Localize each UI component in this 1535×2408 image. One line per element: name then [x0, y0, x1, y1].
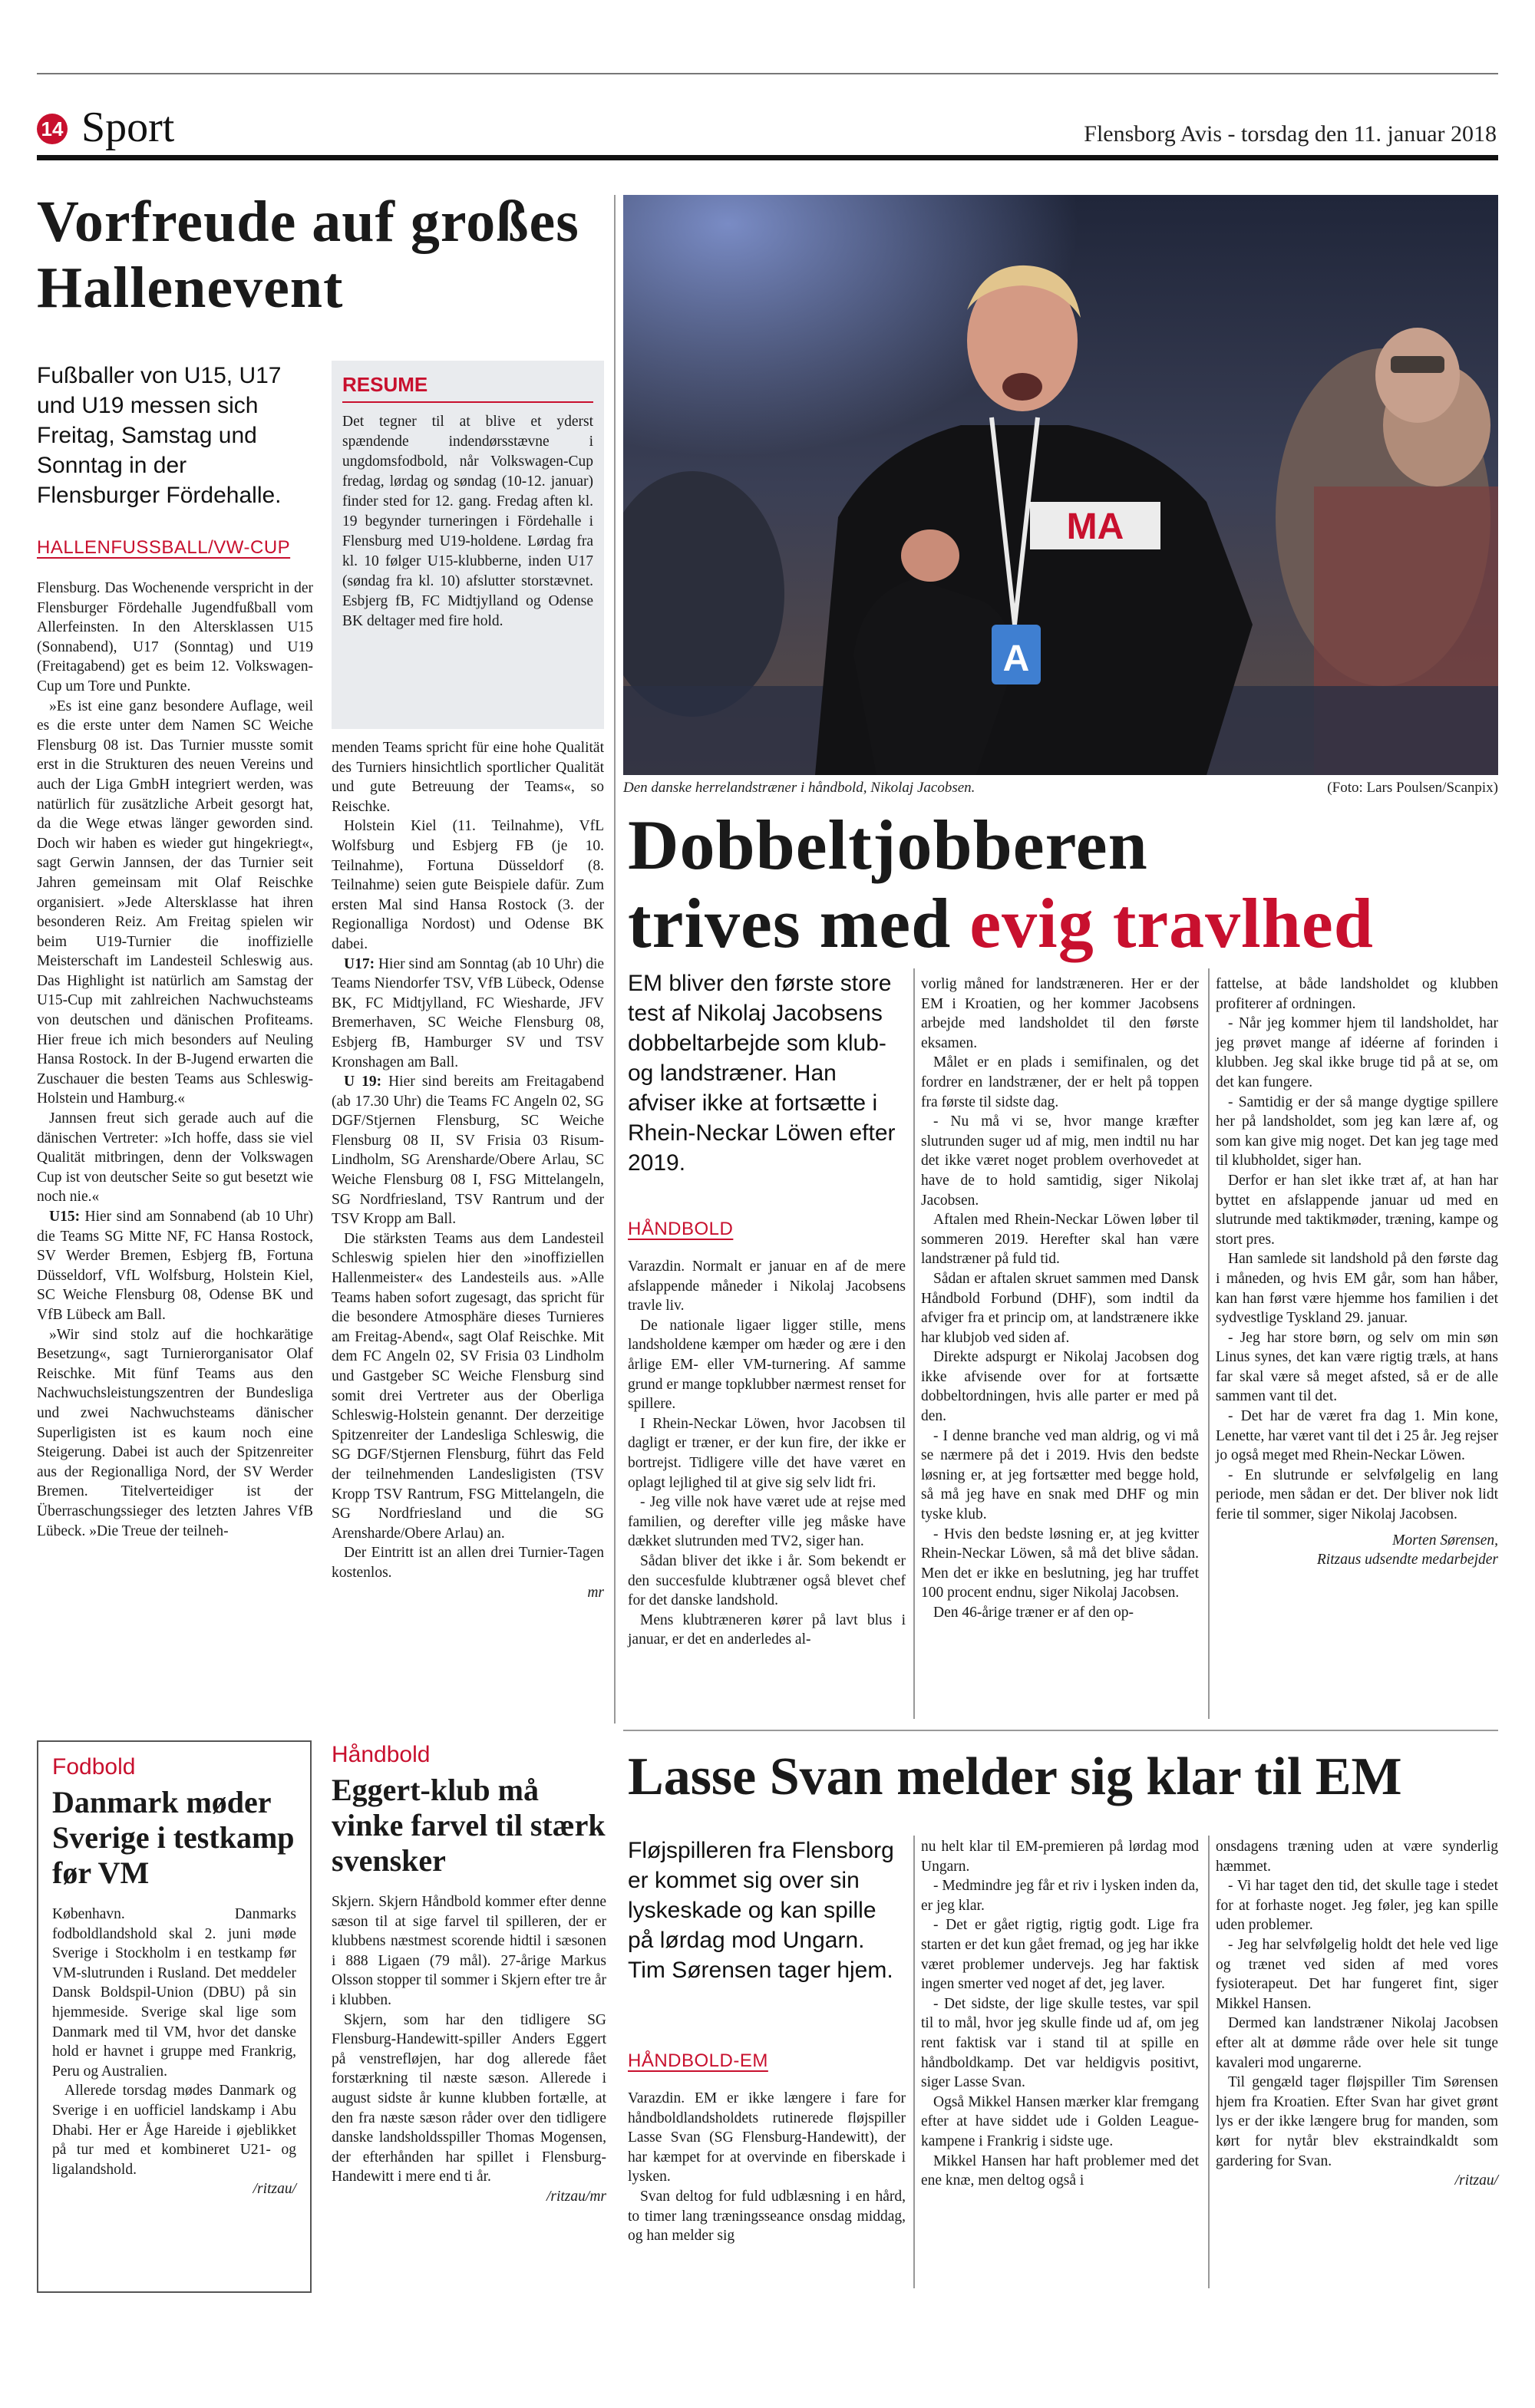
story2-paragraph: - Samtidig er der så mange dygtige spillere her på landsholdet, som jeg kan lære af, og som kan give mig noget. Det kan jeg tage med til klubholdet, siger han. — [1216, 1093, 1498, 1169]
story1-paragraph: Flensburg. Das Wochenende verspricht in der Flensburger Fördehalle Jugendfußball vom Allerfeinsten. In den Altersklassen U15 (Sonnabend), U17 (Sonntag) und U19 (Freitagabend) get es beim 12. Volkswagen-Cup um Tore und Punkte. — [37, 580, 313, 694]
story3-column-1 — [628, 2089, 906, 2246]
story2-paragraph: - I denne branche ved man aldrig, og vi må se nærmere på det i 2019. Hvis den bedste løsning er, at jeg fortsætter med begge hold, så må jeg have en snak med DHF og min tyske klub. — [921, 1427, 1199, 1523]
story1-section-tag: HALLENFUSSBALL/VW-CUP — [37, 537, 291, 558]
story3-column-3 — [1216, 1837, 1498, 2191]
story1-paragraph: Die stärksten Teams aus dem Landesteil Schleswig spielen hier den »inoffiziellen Hallenmeister« des Landesteils aus. »Alle Teams haben sofort zugesagt, das spricht für die besondere Atmosphäre dieses Turnieres am Freitag-Abend«, sagt Olaf Reischke. Mit dem FC Angeln 02, SV Frisia 03 Lindholm und Gastgeber SC Weiche Flensburg sind somit drei Vertreter aus der Oberliga Schleswig-Holstein genannt. Der derzeitige Spitzenreiter der Landesliga Schleswig, die SG DGF/Stjernen Flensburg, führt das Feld der teilnehmenden Landesligisten (TSV Kropp TSV Rantrum, FSG Mittelangeln, die SG Nordfriesland und die SG Arensharde/Obere Arlau) an. — [332, 1230, 604, 1542]
story2-paragraph: vorlig måned for landstræneren. Her er der EM i Kroatien, og her kommer Jacobsens arbejde med landsholdet til den første eksamen. — [921, 976, 1199, 1051]
header-rule — [37, 155, 1498, 160]
story2-paragraph: - Jeg har store børn, og selv om min søn Linus synes, det kan være rigtig træls, at hans far skal være så meget afsted, så er de alle sammen vant til det. — [1216, 1329, 1498, 1405]
story3-signature: /ritzau/ — [1454, 2172, 1498, 2189]
fodbold-box — [37, 1740, 312, 2293]
news-photo — [623, 195, 1498, 775]
story3-paragraph: - Medmindre jeg får et riv i lysken inden da, er jeg klar. — [921, 1878, 1199, 1914]
photo-caption: Den danske herrelandstræner i håndbold, Nikolaj Jacobsen. — [623, 780, 975, 796]
story3-paragraph: nu helt klar til EM-premieren på lørdag mod Ungarn. — [921, 1839, 1199, 1875]
story3-paragraph: - Jeg har selvfølgelig holdt det hele ved lige og trænet ved siden af med vores fysioterapeut. Det har fungeret fint, siger Mikkel Hansen. — [1216, 1936, 1498, 2012]
story2-column-3 — [1216, 975, 1498, 1570]
column-rule — [614, 195, 616, 1724]
column-rule — [1208, 968, 1210, 1719]
story2-paragraph: Varazdin. Normalt er januar en af de mere afslappende måneder i Nikolaj Jacobsens travle liv. — [628, 1258, 906, 1315]
story1-lead: Fußballer von U15, U17 und U19 messen sich Freitag, Samstag und Sonntag in der Flensburger Fördehalle. — [37, 363, 282, 508]
u19-label: U 19: — [344, 1074, 382, 1090]
story2-paragraph: Han samlede sit landshold på den første dag i måneden, og hvis EM går, som han håber, kan han først være hjemme hos familien i det sydvestlige Tyskland 29. januar. — [1216, 1251, 1498, 1327]
story1-paragraph: menden Teams spricht für eine hohe Qualität des Turniers hinsichtlich sportlicher Qualität und gute Betreuung der Teams«, so Reischke. — [332, 740, 604, 815]
box1-body — [52, 1905, 296, 2199]
resume-title: RESUME — [342, 373, 593, 403]
story2-headline — [628, 806, 1498, 962]
story3-paragraph: Mikkel Hansen har haft problemer med det ene knæ, men deltog også i — [921, 2152, 1199, 2189]
story2-paragraph: Sådan bliver det ikke i år. Som bekendt er den succesfulde klubtræner også blevet chef for det danske landshold. — [628, 1552, 906, 1609]
box2-body — [332, 1892, 606, 2207]
story2-paragraph: I Rhein-Neckar Löwen, hvor Jacobsen til dagligt er træner, er der kun fire, der ikke er bortrejst. Tidligere ville det have været en oplagt lejlighed til at give sig selv lidt fri. — [628, 1415, 906, 1491]
story-divider — [623, 1730, 1498, 1731]
story1-headline: Vorfreude auf großes Hallenevent — [37, 190, 579, 320]
story3-paragraph: Til gengæld tager fløjspiller Tim Sørensen hjem fra Kroatien. Efter Svan har givet grønt lys er der ikke længere brug for manden, som kørt for nytår blev ekstraindkaldt som gardering for Svan. — [1216, 2074, 1498, 2169]
resume-text: Det tegner til at blive et yderst spændende indendørsstævne i ungdomsfodbold, når Volkswagen-Cup fredag, lørdag og søndag (10-12. januar) finder sted for 12. gang. Fredag aften kl. 19 begynder turneringen i Fördehalle i Flensburg med U19-holdene. Lørdag fra kl. 10 følger U15-klubberne, inden U17 (søndag fra kl. 10) afslutter storstævnet. Esbjerg fB, FC Midtjylland og Odense BK deltager med fire hold. — [342, 414, 593, 629]
column-rule — [913, 968, 915, 1719]
box1-paragraph: København. Danmarks fodboldlandshold skal 2. juni møde Sverige i Stockholm i en testkamp før VM-slutrunden i Rusland. Det meddeler Dansk Boldspil-Union (DBU) på sin hjemmeside. Sverige skal lige som Danmark med til VM, hvor det danske hold er havnet i gruppe med Frankrig, Peru og Australien. — [52, 1906, 296, 2080]
story2-paragraph: - Når jeg kommer hjem til landsholdet, har jeg prøvet mange af idéerne af forinden i klubben. Jeg skal ikke bruge tid på at se, om det kan fungere. — [1216, 1015, 1498, 1090]
story2-paragraph: Målet er en plads i semifinalen, og det fordrer en landstræner, der er helt på toppen fra første til sidste dag. — [921, 1054, 1199, 1110]
story3-section-tag: HÅNDBOLD-EM — [628, 2050, 768, 2071]
story1-paragraph: »Es ist eine ganz besondere Auflage, weil es die erste unter dem Namen SC Weiche Flensburg 08 ist. Das Turnier musste somit erst in die Strukturen des neuen Vereins und auch der Liga GmbH integriert werden, was natürlich für zusätzliche Arbeit gesorgt hat, da die Wege etwas länger geworden sind. Doch wir haben es wieder gut hingekriegt«, sagt Gerwin Jannsen, der das Turnier seit Jahren gemeinsam mit Olaf Reischke organisiert. »Jede Altersklasse hat ihren besonderen Reiz. Am Freitag spielen wir beim U19-Turnier die inoffizielle Meisterschaft im Landesteil Schleswig aus. Das Highlight ist natürlich am Samstag der U15-Cup mit zahlreichen Nachwuchsteams von deutschen und dänischen Profiteams. Hier freue ich mich besonders auf Neuling Hansa Rostock. In der B-Jugend erwarten die Zuschauer die besten Teams aus Schleswig-Holstein und Hamburg.« — [37, 698, 313, 1107]
box1-signature: /ritzau/ — [253, 2181, 296, 2198]
story3-paragraph: Også Mikkel Hansen mærker klar fremgang efter at have siddet ude i Golden League-kampene i Frankrig i sidste uge. — [921, 2093, 1199, 2149]
story2-paragraph: - Hvis den bedste løsning er, at jeg kvitter Rhein-Neckar Löwen, så må det blive sådan. Men det er ikke en beslutning, jeg har truffet 100 procent endnu, siger Nikolaj Jacobsen. — [921, 1526, 1199, 1601]
box2-signature: /ritzau/mr — [546, 2188, 606, 2205]
story2-paragraph: Sådan er aftalen skruet sammen med Dansk Håndbold Forbund (DHF), som indtil da afviger fra et princip om, at landstrænere ikke har klubjob ved siden af. — [921, 1270, 1199, 1346]
story3-paragraph: onsdagens træning uden at være synderlig hæmmet. — [1216, 1839, 1498, 1875]
story2-paragraph: - Nu må vi se, hvor mange kræfter slutrunden suger ud af mig, men indtil nu har det ikke været noget problem overhovedet at have de to hold samtidig, siger Nikolaj Jacobsen. — [921, 1113, 1199, 1209]
story2-paragraph: - Jeg ville nok have været ude at rejse med familien, og derefter ville jeg måske have dækket slutrunden med TV2, siger han. — [628, 1494, 906, 1550]
story2-paragraph: fattelse, at både landsholdet og klubben profiterer af ordningen. — [1216, 976, 1498, 1012]
story1-paragraph: Jannsen freut sich gerade auch auf die dänischen Vertreter: »Ich hoffe, dass sie viel Qualität mitbringen, denn der Volkswagen Cup ist von deutscher Seite so gut besetzt wie noch nie.« — [37, 1110, 313, 1206]
column-rule — [913, 1836, 915, 2288]
story1-paragraph: Der Eintritt ist an allen drei Turnier-Tagen kostenlos. — [332, 1545, 604, 1581]
story2-lead: EM bliver den første store test af Nikolaj Jacobsens dobbeltarbejde som klub- og landstræner. Han afviser ikke at fortsætte i Rhein-Neckar Löwen efter 2019. — [628, 971, 896, 1176]
section-title: Sport — [81, 104, 175, 151]
story2-paragraph: Direkte adspurgt er Nikolaj Jacobsen dog ikke afvisende over for at fortsætte dobbeltordningen, hvis alle parter er med på den. — [921, 1349, 1199, 1425]
box2-paragraph: Skjern, som har den tidligere SG Flensburg-Handewitt-spiller Anders Eggert på venstrefløjen, har dog allerede fået forstærkning til næste sæson. Allerede i august sidste år kunne klubben fortælle, at den fra næste sæson råder over den tidligere danske landsholdsspiller Thomas Mogensen, der efterhånden har spillet i Flensburg-Handewitt i mere end ti år. — [332, 2011, 606, 2185]
story2-paragraph: Mens klubtræneren kører på lavt blus i januar, er det en anderledes al- — [628, 1611, 906, 1648]
story2-headline-accent: evig travlhed — [969, 884, 1374, 962]
box1-kicker: Fodbold — [52, 1754, 136, 1780]
shirt-print: MA — [1066, 506, 1124, 547]
story2-paragraph: - Det har de været fra dag 1. Min kone, Lenette, har været vant til det i 25 år. Jeg rejser jo også meget med Rhein-Neckar Löwen. — [1216, 1408, 1498, 1464]
story2-paragraph: Aftalen med Rhein-Neckar Löwen løber til sommeren 2019. Herefter skal han være landstræner på fuld tid. — [921, 1212, 1199, 1268]
badge-letter: A — [1002, 638, 1030, 679]
story2-headline-line2: trives med — [628, 884, 970, 962]
top-rule — [37, 73, 1498, 74]
story1-paragraph: »Wir sind stolz auf die hochkarätige Besetzung«, sagt Turnierorganisator Olaf Reischke. Mit fünf Teams aus den Nachwuchsleistungszentren der Bundesliga und zwei Nachwuchsteams dänischer Superligisten ist es kaum noch eine Steigerung. Dabei ist auch der Spitzenreiter aus der Regionalliga Nord, der SV Werder Bremen. Titelverteidiger ist der Überraschungssieger des letzten Jahres VfB Lübeck. »Die Treue der teilneh- — [37, 1326, 313, 1539]
story2-column-2 — [921, 975, 1199, 1623]
story3-paragraph: Varazdin. EM er ikke længere i fare for håndboldlandsholdets rutinerede fløjspiller Lasse Svan (SG Flensburg-Handewitt), der har kæmpet for at overvinde en fiberskade i lysken. — [628, 2090, 906, 2185]
story3-paragraph: Svan deltog for fuld udblæsning i en hård, to timer lang træningsseance onsdag middag, og han melder sig — [628, 2188, 906, 2245]
u19-text: Hier sind bereits am Freitagabend (ab 17.30 Uhr) die Teams FC Angeln 02, SG DGF/Stjernen Flensburg, SC Weiche Flensburg 08 II, SV Frisia 03 Risum-Lindholm, SG Arensharde/Obere Arlau, SC Weiche Flensburg 08 I, FSG Mittelangeln, SG Nordfriesland, TSV Rantrum und der TSV Kropp am Ball. — [332, 1074, 605, 1228]
u17-text: Hier sind am Sonntag (ab 10 Uhr) die Teams Niendorfer TSV, VfB Lübeck, Odense BK, FC Midtjylland, FC Wiesharde, JFV Bremerhaven, SC Weiche Flensburg 08, Esbjerg fB, Hamburger SV und TSV Kronshagen am Ball. — [332, 955, 605, 1070]
column-rule — [1208, 1836, 1210, 2288]
story2-paragraph: Derfor er han slet ikke træt af, at han har byttet en afslappende januar ud med en slutrunde med taktikmøder, træning, kampe og stort pres. — [1216, 1172, 1498, 1248]
story3-column-2 — [921, 1837, 1199, 2191]
story3-paragraph: - Vi har taget den tid, det skulle tage i stedet for at forhaste noget. Jeg føler, jeg kan spille uden problemer. — [1216, 1878, 1498, 1934]
story2-paragraph: De nationale ligaer ligger stille, mens landsholdene kæmper om hæder og ære i den årlige EM- eller VM-turnering. Af samme grund er mange topklubber nærmest renset for spillere. — [628, 1317, 906, 1413]
haandbold-box — [332, 1740, 606, 2296]
story2-paragraph: Den 46-årige træner er af den op- — [933, 1605, 1134, 1621]
story2-byline-role: Ritzaus udsendte medarbejder — [1316, 1552, 1498, 1568]
u17-label: U17: — [344, 955, 375, 972]
resume-box — [332, 361, 604, 729]
u15-text: Hier sind am Sonnabend (ab 10 Uhr) die Teams SG Mitte NF, FC Hansa Rostock, SV Werder Bremen, Esbjerg fB, Fortuna Düsseldorf, VfL Wolfsburg, Holstein Kiel, SC Weiche Flensburg 08, Odense BK und VfB Lübeck am Ball. — [37, 1209, 313, 1323]
story1-column-1 — [37, 579, 313, 1541]
box2-kicker: Håndbold — [332, 1742, 431, 1767]
story1-column-2 — [332, 738, 604, 1602]
story3-headline: Lasse Svan melder sig klar til EM — [628, 1747, 1402, 1806]
story2-paragraph: - En slutrunde er selvfølgelig en lang periode, men sådan er det. Der bliver nok lidt ferie til sommer, siger Nikolaj Jacobsen. — [1216, 1466, 1498, 1523]
story3-paragraph: - Det er gået rigtig, rigtig godt. Lige fra starten er det kun gået fremad, og jeg har ikke været problemer undervejs. Jeg har faktisk ingen smerter ved noget af det, jeg laver. — [921, 1917, 1199, 1993]
box1-paragraph: Allerede torsdag mødes Danmark og Sverige i en uofficiel landskamp i Abu Dhabi. Her er Åge Hareide i øjeblikket på tur med et kombineret U21- og ligalandshold. — [52, 2083, 296, 2178]
story2-headline-line1: Dobbeltjobberen — [628, 806, 1148, 884]
story2-section-tag: HÅNDBOLD — [628, 1219, 734, 1239]
u15-label: U15: — [49, 1209, 81, 1225]
story1-paragraph: Holstein Kiel (11. Teilnahme), VfL Wolfsburg und Esbjerg FB (je 10. Teilnahme), Fortuna Düsseldorf (8. Teilnahme) seien gute Beispiele dafür. Zum ersten Mal sind Hansa Rostock (3. der Regionalliga Nordost) und Odense BK dabei. — [332, 818, 604, 952]
photo-credit: (Foto: Lars Poulsen/Scanpix) — [1327, 780, 1498, 796]
story3-lead: Fløjspilleren fra Flensborg er kommet sig over sin lyskeskade og kan spille på lørdag mod Ungarn. Tim Sørensen tager hjem. — [628, 1838, 894, 1983]
story2-column-1 — [628, 1257, 906, 1650]
page-number-badge: 14 — [37, 114, 68, 144]
box1-headline: Danmark møder Sverige i testkamp før VM — [52, 1785, 295, 1890]
box2-headline: Eggert-klub må vinke farvel til stærk svensker — [332, 1773, 606, 1878]
box2-paragraph: Skjern. Skjern Håndbold kommer efter denne sæson til at sige farvel til spilleren, der er klubbens næstmest scorende hidtil i sæsonen i 888 Ligaen (79 mål). 27-årige Markus Olsson stopper til sommer i Skjern efter tre år i klubben. — [332, 1894, 606, 2008]
story3-paragraph: - Det sidste, der lige skulle testes, var spil til to mål, hvor jeg skulle finde ud af, om jeg rent faktisk var i stand til at spille en håndboldkamp. Det var heldigvis positivt, siger Lasse Svan. — [921, 1995, 1199, 2091]
story2-byline: Morten Sørensen, — [1392, 1532, 1498, 1549]
story1-signature: mr — [587, 1584, 604, 1601]
story3-paragraph: Dermed kan landstræner Nikolaj Jacobsen efter alt at dømme råde over hele sit tunge kavaleri mod ungarerne. — [1216, 2015, 1498, 2071]
masthead-date: Flensborg Avis - torsdag den 11. januar 2018 — [1084, 121, 1497, 147]
